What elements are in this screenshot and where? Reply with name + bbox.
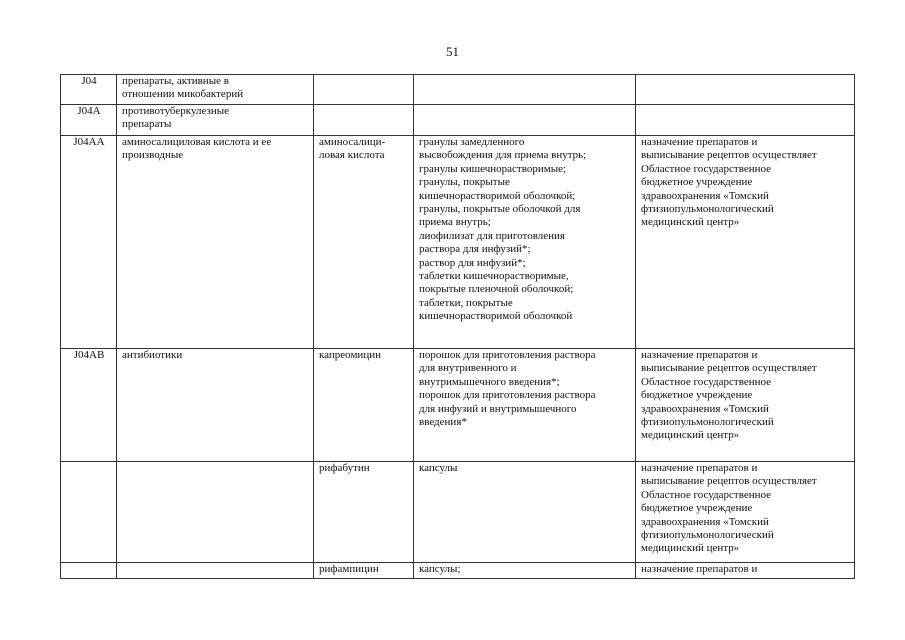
note-line: Областное государственное [641,488,772,501]
note-line: здравоохранения «Томский [641,189,769,202]
note-line: Областное государственное [641,162,772,175]
drug-line: капреомицин [319,349,381,361]
group-cell [117,136,314,349]
note-line: бюджетное учреждение [641,389,753,402]
note-line: Областное государственное [641,375,772,388]
note-line: бюджетное учреждение [641,176,753,189]
forms-line: для внутривенного и [419,362,517,375]
note-cell [636,105,855,136]
forms-line: раствор для инфузий*; [419,256,526,269]
drug-line: аминосалици- [319,136,386,148]
note-line: здравоохранения «Томский [641,515,769,528]
code-cell: J04AB [61,349,117,462]
forms-cell [414,75,636,105]
forms-cell [414,105,636,136]
code-cell: J04A [61,105,117,136]
group-line: препараты, активные в [122,75,229,87]
forms-line: кишечнорастворимой оболочкой [419,310,573,323]
group-cell [117,75,314,105]
code-cell [61,563,117,579]
note-line: медицинский центр» [641,429,740,442]
drug-table [60,74,855,579]
note-cell [636,563,855,579]
group-cell [117,349,314,462]
note-line: назначение препаратов и [641,462,758,474]
note-line: здравоохранения «Томский [641,402,769,415]
forms-cell [414,349,636,462]
note-line: медицинский центр» [641,542,740,555]
forms-line: раствора для инфузий*; [419,243,531,256]
table-row [61,349,855,462]
code-cell [61,462,117,563]
drug-cell [314,462,414,563]
forms-line: капсулы [419,462,458,474]
note-line: бюджетное учреждение [641,502,753,515]
forms-line: введения* [419,416,467,429]
group-line: отношении микобактерий [122,88,244,101]
note-line: выписывание рецептов осуществляет [641,362,817,375]
forms-cell [414,563,636,579]
table-row [61,563,855,579]
note-line: медицинский центр» [641,216,740,229]
forms-line: гранулы кишечнорастворимые; [419,162,567,175]
group-line: препараты [122,118,172,131]
drug-cell [314,136,414,349]
table-row [61,105,855,136]
drug-line: рифабутин [319,462,370,474]
forms-line: гранулы, покрытые [419,176,510,189]
note-line: назначение препаратов и [641,563,758,575]
table-row [61,75,855,105]
forms-line: приема внутрь; [419,216,491,229]
forms-line: высвобождения для приема внутрь; [419,149,587,162]
note-line: фтизиопульмонологический [641,529,774,542]
forms-cell [414,136,636,349]
forms-line: таблетки кишечнорастворимые, [419,270,569,283]
drug-cell [314,563,414,579]
forms-line: таблетки, покрытые [419,296,513,309]
forms-line: внутримышечного введения*; [419,375,560,388]
code-cell: J04AA [61,136,117,349]
group-line: аминосалициловая кислота и ее [122,136,272,148]
page-number: 51 [446,44,459,59]
note-cell [636,75,855,105]
forms-line: лиофилизат для приготовления [419,229,565,242]
table-row [61,462,855,563]
note-cell [636,462,855,563]
forms-line: порошок для приготовления раствора [419,389,596,402]
group-cell [117,563,314,579]
forms-line: порошок для приготовления раствора [419,349,596,361]
note-cell [636,349,855,462]
group-line: противотуберкулезные [122,105,229,117]
note-cell [636,136,855,349]
forms-line: кишечнорастворимой оболочкой; [419,189,576,202]
drug-line: ловая кислота [319,149,385,162]
table-row [61,136,855,349]
drug-cell [314,105,414,136]
forms-line: для инфузий и внутримышечного [419,402,577,415]
forms-line: покрытые пленочной оболочкой; [419,283,574,296]
forms-line: гранулы замедленного [419,136,525,148]
group-cell [117,462,314,563]
forms-line: капсулы; [419,563,461,575]
note-line: выписывание рецептов осуществляет [641,475,817,488]
drug-cell [314,349,414,462]
drug-table-body [61,75,855,579]
note-line: назначение препаратов и [641,136,758,148]
group-line: антибиотики [122,349,183,361]
forms-line: гранулы, покрытые оболочкой для [419,203,581,216]
drug-line: рифампицин [319,563,379,575]
note-line: фтизиопульмонологический [641,416,774,429]
forms-cell [414,462,636,563]
note-line: выписывание рецептов осуществляет [641,149,817,162]
note-line: назначение препаратов и [641,349,758,361]
code-cell: J04 [61,75,117,105]
group-line: производные [122,149,184,162]
note-line: фтизиопульмонологический [641,203,774,216]
group-cell [117,105,314,136]
drug-cell [314,75,414,105]
